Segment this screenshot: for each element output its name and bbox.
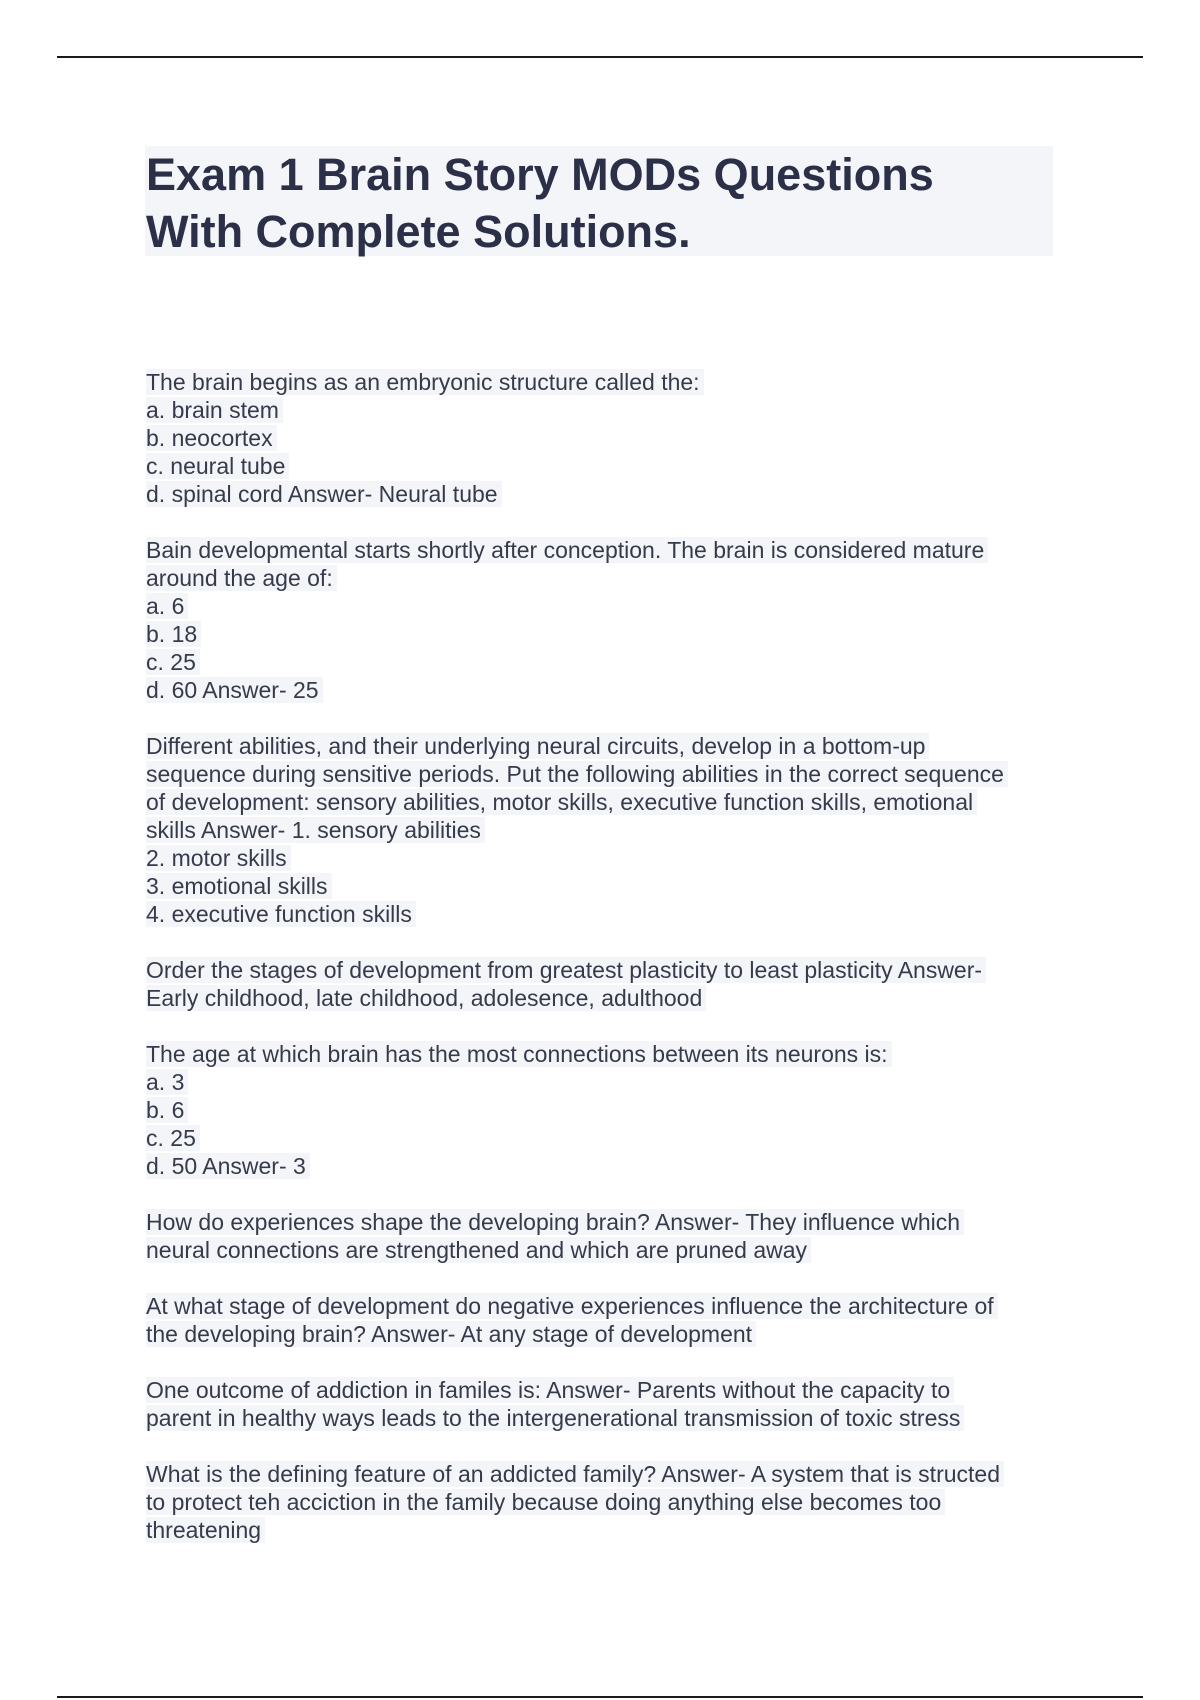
answer-line: Order the stages of development from greatest plasticity to least plasticity Answer- — [146, 956, 1066, 984]
answer-line: What is the defining feature of an addicted family? Answer- A system that is structed — [146, 1460, 1066, 1488]
text-line: parent in healthy ways leads to the intergenerational transmission of toxic stress — [146, 1404, 1066, 1432]
answer-line: One outcome of addiction in familes is: Answer- Parents without the capacity to — [146, 1376, 1066, 1404]
question-item-4 — [146, 956, 1066, 1012]
text-line: neural connections are strengthened and which are pruned away — [146, 1236, 1066, 1264]
answer-line: How do experiences shape the developing brain? Answer- They influence which — [146, 1208, 1066, 1236]
footer-rule — [57, 1696, 1143, 1698]
option-line: a. 3 — [146, 1068, 1066, 1096]
question-item-5 — [146, 1040, 1066, 1180]
text-line: 2. motor skills — [146, 844, 1066, 872]
text-line: of development: sensory abilities, motor skills, executive function skills, emotional — [146, 788, 1066, 816]
option-line: c. 25 — [146, 1124, 1066, 1152]
document-title — [146, 146, 1046, 260]
text-line: The brain begins as an embryonic structure called the: — [146, 368, 1066, 396]
text-line: sequence during sensitive periods. Put the following abilities in the correct sequence — [146, 760, 1066, 788]
text-line: Different abilities, and their underlying neural circuits, develop in a bottom-up — [146, 732, 1066, 760]
text-line: At what stage of development do negative experiences influence the architecture of — [146, 1292, 1066, 1320]
answer-line: d. spinal cord Answer- Neural tube — [146, 480, 1066, 508]
text-line: to protect teh acciction in the family because doing anything else becomes too — [146, 1488, 1066, 1516]
option-line: a. brain stem — [146, 396, 1066, 424]
option-line: a. 6 — [146, 592, 1066, 620]
text-line: around the age of: — [146, 564, 1066, 592]
question-item-1 — [146, 368, 1066, 508]
question-item-7 — [146, 1292, 1066, 1348]
option-line: b. 6 — [146, 1096, 1066, 1124]
text-line: 4. executive function skills — [146, 900, 1066, 928]
text-line: The age at which brain has the most connections between its neurons is: — [146, 1040, 1066, 1068]
question-item-6 — [146, 1208, 1066, 1264]
option-line: c. neural tube — [146, 452, 1066, 480]
title-line: Exam 1 Brain Story MODs Questions — [146, 149, 934, 200]
answer-line: d. 50 Answer- 3 — [146, 1152, 1066, 1180]
answer-line: skills Answer- 1. sensory abilities — [146, 816, 1066, 844]
question-item-3 — [146, 732, 1066, 928]
question-item-8 — [146, 1376, 1066, 1432]
answer-line: the developing brain? Answer- At any stage of development — [146, 1320, 1066, 1348]
answer-line: d. 60 Answer- 25 — [146, 676, 1066, 704]
question-list — [146, 368, 1066, 1572]
option-line: c. 25 — [146, 648, 1066, 676]
text-line: Bain developmental starts shortly after conception. The brain is considered mature — [146, 536, 1066, 564]
title-line: With Complete Solutions. — [146, 206, 691, 257]
option-line: b. neocortex — [146, 424, 1066, 452]
option-line: b. 18 — [146, 620, 1066, 648]
header-rule — [57, 56, 1143, 58]
text-line: threatening — [146, 1516, 1066, 1544]
question-item-9 — [146, 1460, 1066, 1544]
text-line: Early childhood, late childhood, adolesence, adulthood — [146, 984, 1066, 1012]
question-item-2 — [146, 536, 1066, 704]
text-line: 3. emotional skills — [146, 872, 1066, 900]
